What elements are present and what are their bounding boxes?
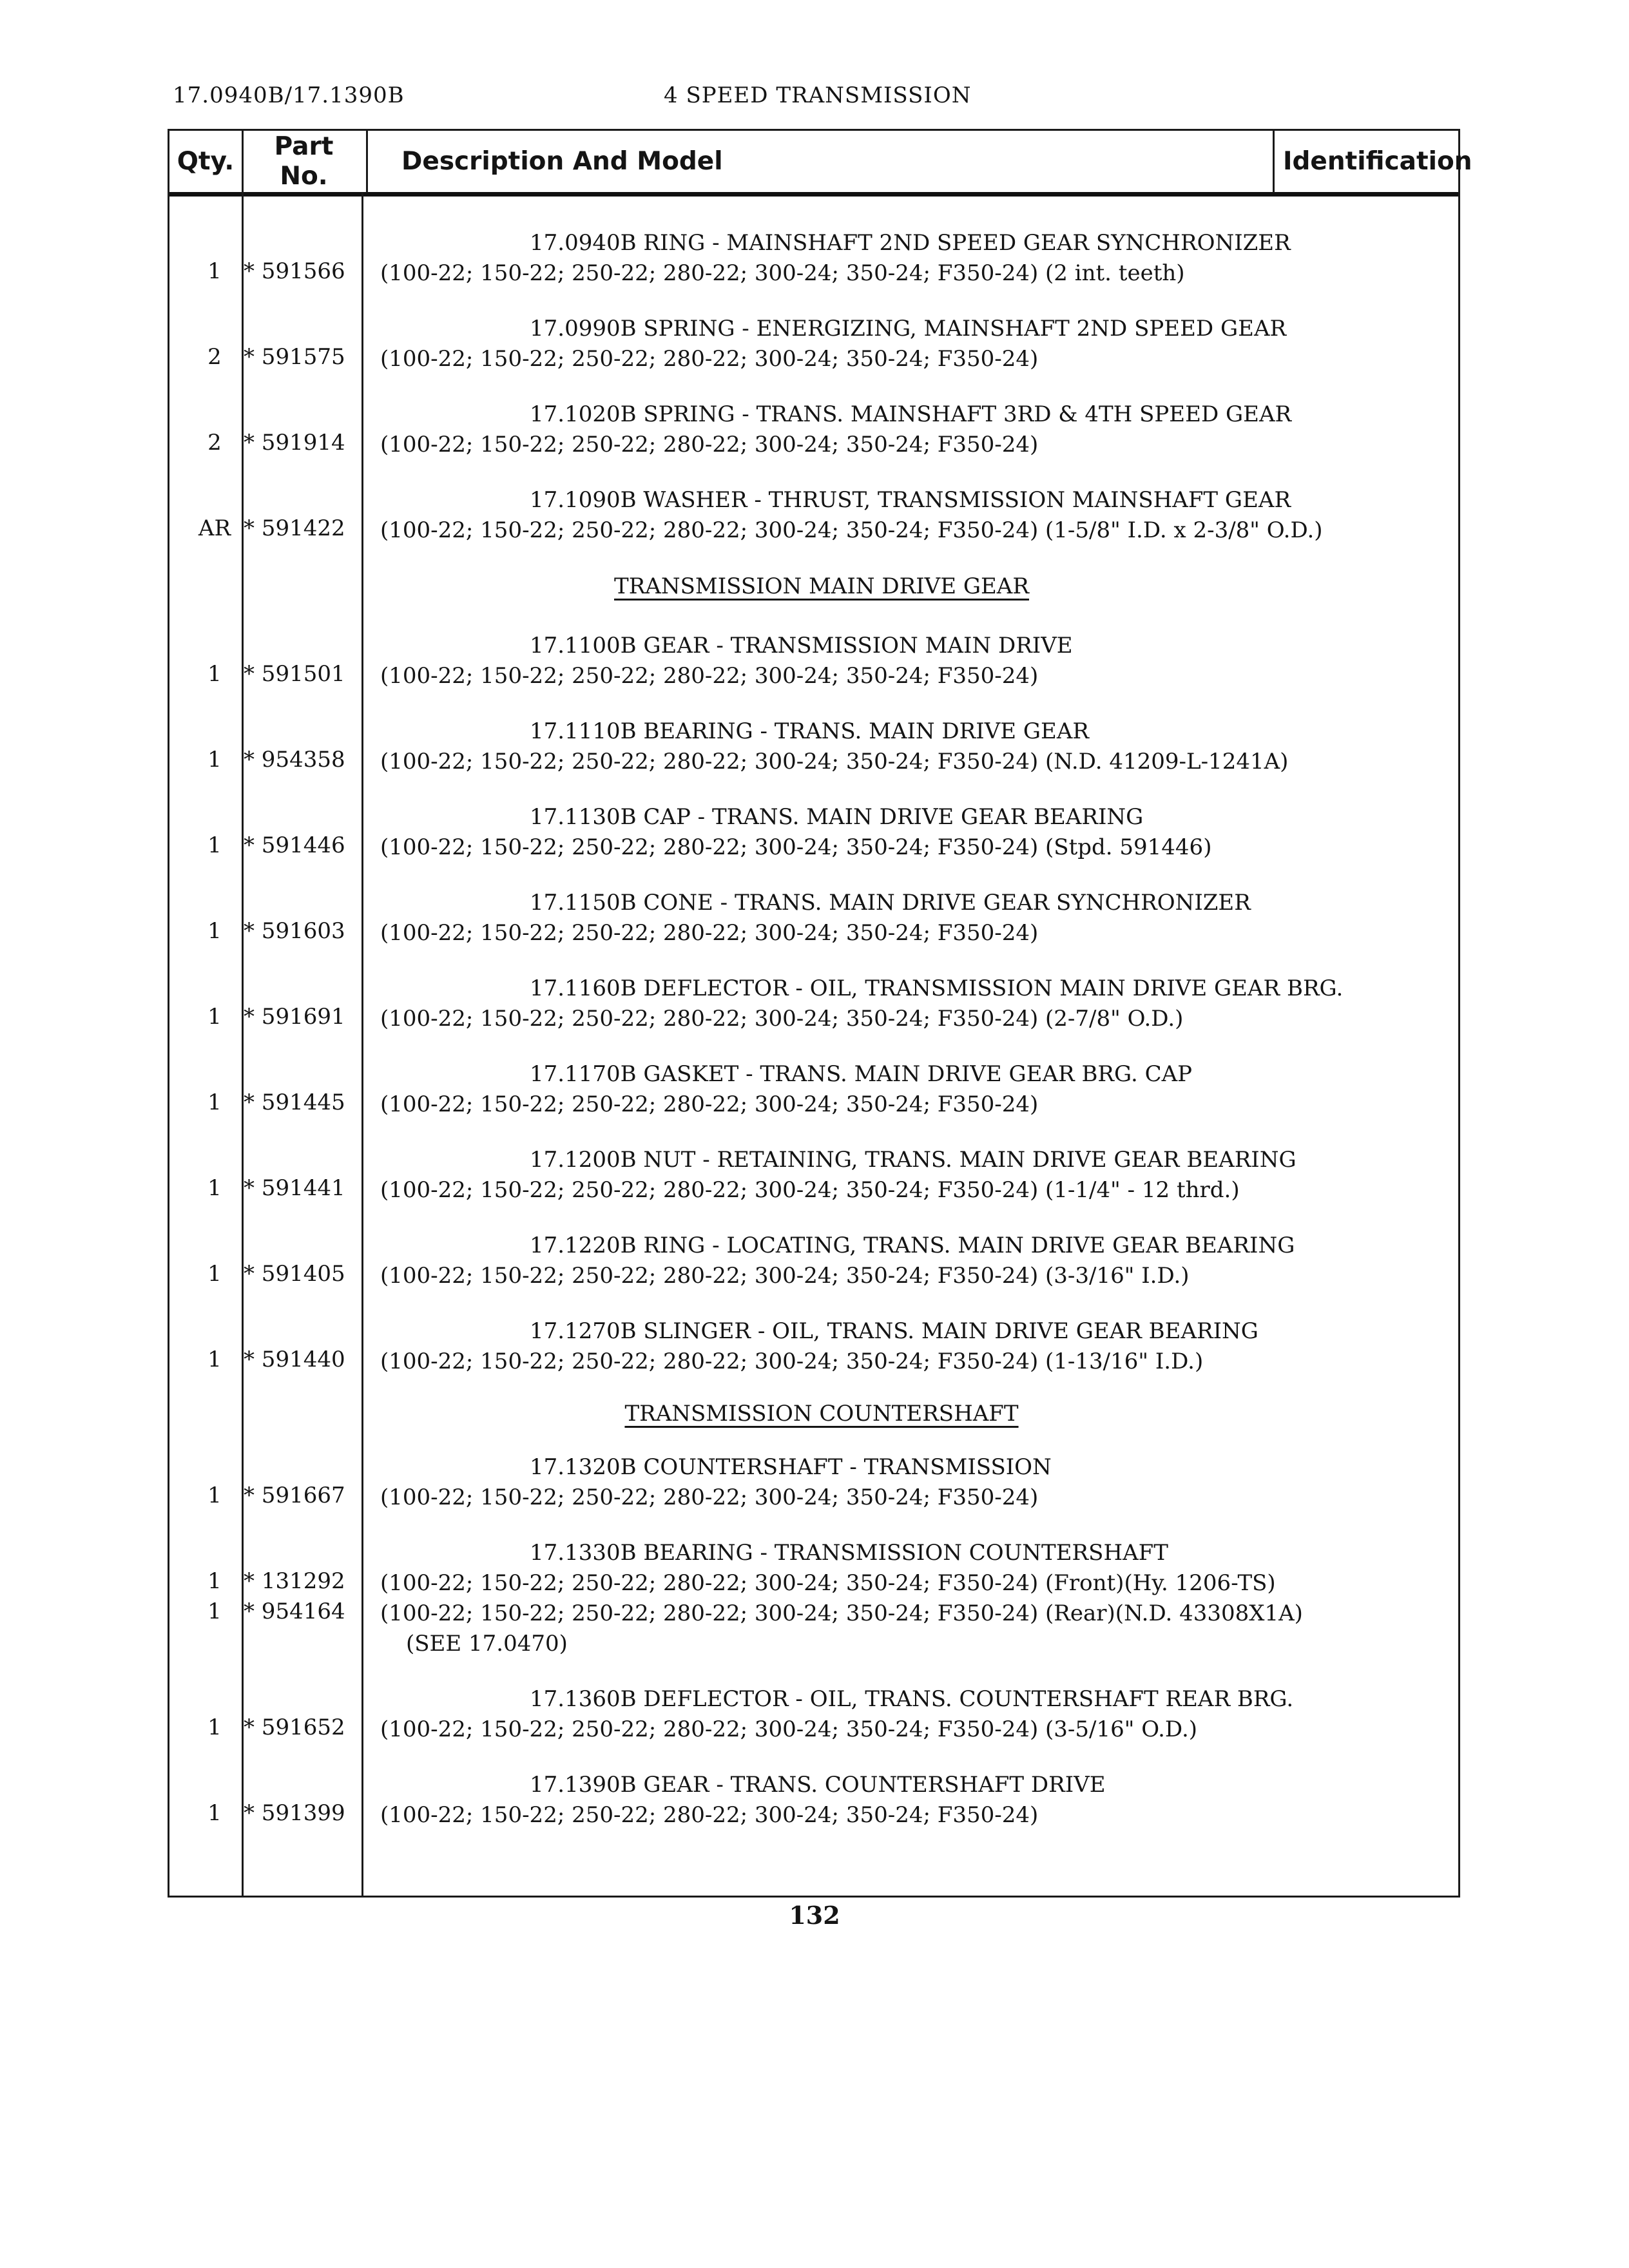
part-number-cell: * 591501: [244, 661, 345, 687]
part-title: 17.0990B SPRING - ENERGIZING, MAINSHAFT 2ND SPEED GEAR: [530, 316, 1287, 341]
model-list: (100-22; 150-22; 250-22; 280-22; 300-24; 350-24; F350-24): [380, 346, 1039, 372]
column-header-part-no: [242, 131, 366, 192]
section-heading-main-drive-gear: TRANSMISSION MAIN DRIVE GEAR: [614, 573, 1029, 599]
part-title: 17.0940B RING - MAINSHAFT 2ND SPEED GEAR SYNCHRONIZER: [530, 230, 1291, 256]
column-header-part-line2: No.: [280, 161, 328, 191]
part-number-cell: * 591914: [244, 430, 345, 456]
page-number: 132: [789, 1901, 840, 1930]
qty-cell: 1: [207, 1715, 222, 1740]
qty-cell: 1: [207, 747, 222, 773]
qty-cell: 1: [207, 832, 222, 858]
part-number-cell: * 591446: [244, 832, 345, 858]
model-list: (100-22; 150-22; 250-22; 280-22; 300-24; 350-24; F350-24) (N.D. 41209-L-1241A): [380, 749, 1289, 774]
column-header-identification: Identification: [1283, 147, 1472, 176]
part-number-cell: * 591441: [244, 1175, 345, 1201]
part-number-cell: * 591603: [244, 918, 345, 944]
description-cell: [380, 1452, 1450, 1513]
model-list: (100-22; 150-22; 250-22; 280-22; 300-24; 350-24; F350-24): [380, 1091, 1039, 1117]
qty-cell: 1: [207, 1483, 222, 1508]
column-divider: [366, 131, 368, 193]
model-list: (100-22; 150-22; 250-22; 280-22; 300-24; 350-24; F350-24): [380, 1802, 1039, 1828]
column-header-description: Description And Model: [401, 147, 723, 176]
part-title: 17.1170B GASKET - TRANS. MAIN DRIVE GEAR BRG. CAP: [530, 1061, 1193, 1087]
part-number-cell: * 591566: [244, 258, 345, 284]
description-cell: [380, 1538, 1450, 1599]
catalog-section-range: 17.0940B/17.1390B: [173, 82, 405, 108]
qty-cell: 1: [207, 1599, 222, 1624]
model-list: (100-22; 150-22; 250-22; 280-22; 300-24; 350-24; F350-24) (1-1/4" - 12 thrd.): [380, 1177, 1240, 1203]
part-title: 17.1390B GEAR - TRANS. COUNTERSHAFT DRIVE: [530, 1772, 1106, 1798]
column-divider: [1273, 131, 1275, 193]
qty-cell: 1: [207, 258, 222, 284]
model-list: (100-22; 150-22; 250-22; 280-22; 300-24; 350-24; F350-24) (2 int. teeth): [380, 260, 1185, 286]
part-number-cell: * 591440: [244, 1347, 345, 1372]
description-cell: [380, 1770, 1450, 1831]
qty-cell: 1: [207, 1568, 222, 1594]
model-list: (100-22; 150-22; 250-22; 280-22; 300-24; 350-24; F350-24) (Rear)(N.D. 43308X1A): [380, 1600, 1303, 1626]
model-list: (100-22; 150-22; 250-22; 280-22; 300-24; 350-24; F350-24): [380, 1485, 1039, 1510]
part-number-cell: * 591422: [244, 515, 345, 541]
part-number-cell: * 954358: [244, 747, 345, 773]
part-title: 17.1200B NUT - RETAINING, TRANS. MAIN DRIVE GEAR BEARING: [530, 1147, 1296, 1173]
description-cell: [380, 1316, 1450, 1377]
model-list: (100-22; 150-22; 250-22; 280-22; 300-24; 350-24; F350-24) (Stpd. 591446): [380, 834, 1212, 860]
model-list: (100-22; 150-22; 250-22; 280-22; 300-24; 350-24; F350-24) (1-13/16" I.D.): [380, 1349, 1204, 1374]
part-number-cell: * 591691: [244, 1004, 345, 1030]
qty-cell: 1: [207, 918, 222, 944]
column-header-qty: Qty.: [177, 147, 235, 176]
part-title: 17.1220B RING - LOCATING, TRANS. MAIN DRIVE GEAR BEARING: [530, 1233, 1295, 1258]
part-title: 17.1100B GEAR - TRANSMISSION MAIN DRIVE: [530, 633, 1073, 658]
qty-cell: 2: [207, 344, 222, 370]
description-cell: [380, 631, 1450, 691]
part-number-cell: * 591399: [244, 1800, 345, 1826]
model-list: (100-22; 150-22; 250-22; 280-22; 300-24; 350-24; F350-24) (3-5/16" O.D.): [380, 1716, 1198, 1742]
part-title: 17.1360B DEFLECTOR - OIL, TRANS. COUNTERSHAFT REAR BRG.: [530, 1686, 1294, 1712]
part-number-cell: * 591445: [244, 1090, 345, 1115]
description-cell: [380, 888, 1450, 948]
description-cell: [380, 1231, 1450, 1291]
part-title: 17.1130B CAP - TRANS. MAIN DRIVE GEAR BEARING: [530, 804, 1144, 830]
part-title: 17.1270B SLINGER - OIL, TRANS. MAIN DRIVE GEAR BEARING: [530, 1318, 1258, 1344]
description-cell: [380, 228, 1450, 289]
part-title: 17.1020B SPRING - TRANS. MAINSHAFT 3RD & 4TH SPEED GEAR: [530, 401, 1292, 427]
cross-reference-note: (SEE 17.0470): [406, 1631, 568, 1657]
part-title: 17.1110B BEARING - TRANS. MAIN DRIVE GEAR: [530, 718, 1090, 744]
qty-cell: 1: [207, 1175, 222, 1201]
model-list: (100-22; 150-22; 250-22; 280-22; 300-24; 350-24; F350-24) (1-5/8" I.D. x 2-3/8" O.D.): [380, 517, 1323, 543]
qty-cell: 1: [207, 1347, 222, 1372]
description-cell: [380, 1145, 1450, 1206]
part-title: 17.1320B COUNTERSHAFT - TRANSMISSION: [530, 1454, 1052, 1480]
qty-cell: 1: [207, 1261, 222, 1287]
part-number-cell: * 591667: [244, 1483, 345, 1508]
description-cell: [380, 1599, 1450, 1659]
column-header-part-line1: Part: [274, 131, 334, 161]
description-cell: [380, 802, 1450, 863]
part-number-cell: * 591575: [244, 344, 345, 370]
description-cell: [380, 399, 1450, 460]
part-title: 17.1150B CONE - TRANS. MAIN DRIVE GEAR SYNCHRONIZER: [530, 890, 1251, 916]
part-number-cell: * 591405: [244, 1261, 345, 1287]
part-title: 17.1330B BEARING - TRANSMISSION COUNTERSHAFT: [530, 1540, 1168, 1566]
model-list: (100-22; 150-22; 250-22; 280-22; 300-24; 350-24; F350-24): [380, 432, 1039, 457]
column-divider: [361, 193, 363, 1896]
section-heading-countershaft: TRANSMISSION COUNTERSHAFT: [624, 1401, 1019, 1427]
model-list: (100-22; 150-22; 250-22; 280-22; 300-24; 350-24; F350-24) (3-3/16" I.D.): [380, 1263, 1190, 1289]
model-list: (100-22; 150-22; 250-22; 280-22; 300-24; 350-24; F350-24): [380, 920, 1039, 946]
part-number-cell: * 591652: [244, 1715, 345, 1740]
description-cell: [380, 314, 1450, 374]
description-cell: [380, 974, 1450, 1034]
description-cell: [380, 485, 1450, 546]
qty-cell: 1: [207, 661, 222, 687]
page-title: 4 SPEED TRANSMISSION: [664, 82, 972, 108]
model-list: (100-22; 150-22; 250-22; 280-22; 300-24; 350-24; F350-24) (Front)(Hy. 1206-TS): [380, 1570, 1276, 1596]
model-list: (100-22; 150-22; 250-22; 280-22; 300-24; 350-24; F350-24): [380, 663, 1039, 689]
description-cell: [380, 716, 1450, 777]
description-cell: [380, 1059, 1450, 1120]
part-number-cell: * 131292: [244, 1568, 345, 1594]
qty-cell: AR: [198, 515, 231, 541]
qty-cell: 1: [207, 1090, 222, 1115]
description-cell: [380, 1684, 1450, 1745]
qty-cell: 1: [207, 1800, 222, 1826]
part-title: 17.1090B WASHER - THRUST, TRANSMISSION MAINSHAFT GEAR: [530, 487, 1291, 513]
qty-cell: 1: [207, 1004, 222, 1030]
qty-cell: 2: [207, 430, 222, 456]
table-header-row: [169, 131, 1472, 197]
model-list: (100-22; 150-22; 250-22; 280-22; 300-24; 350-24; F350-24) (2-7/8" O.D.): [380, 1006, 1184, 1032]
part-title: 17.1160B DEFLECTOR - OIL, TRANSMISSION MAIN DRIVE GEAR BRG.: [530, 975, 1344, 1001]
part-number-cell: * 954164: [244, 1599, 345, 1624]
